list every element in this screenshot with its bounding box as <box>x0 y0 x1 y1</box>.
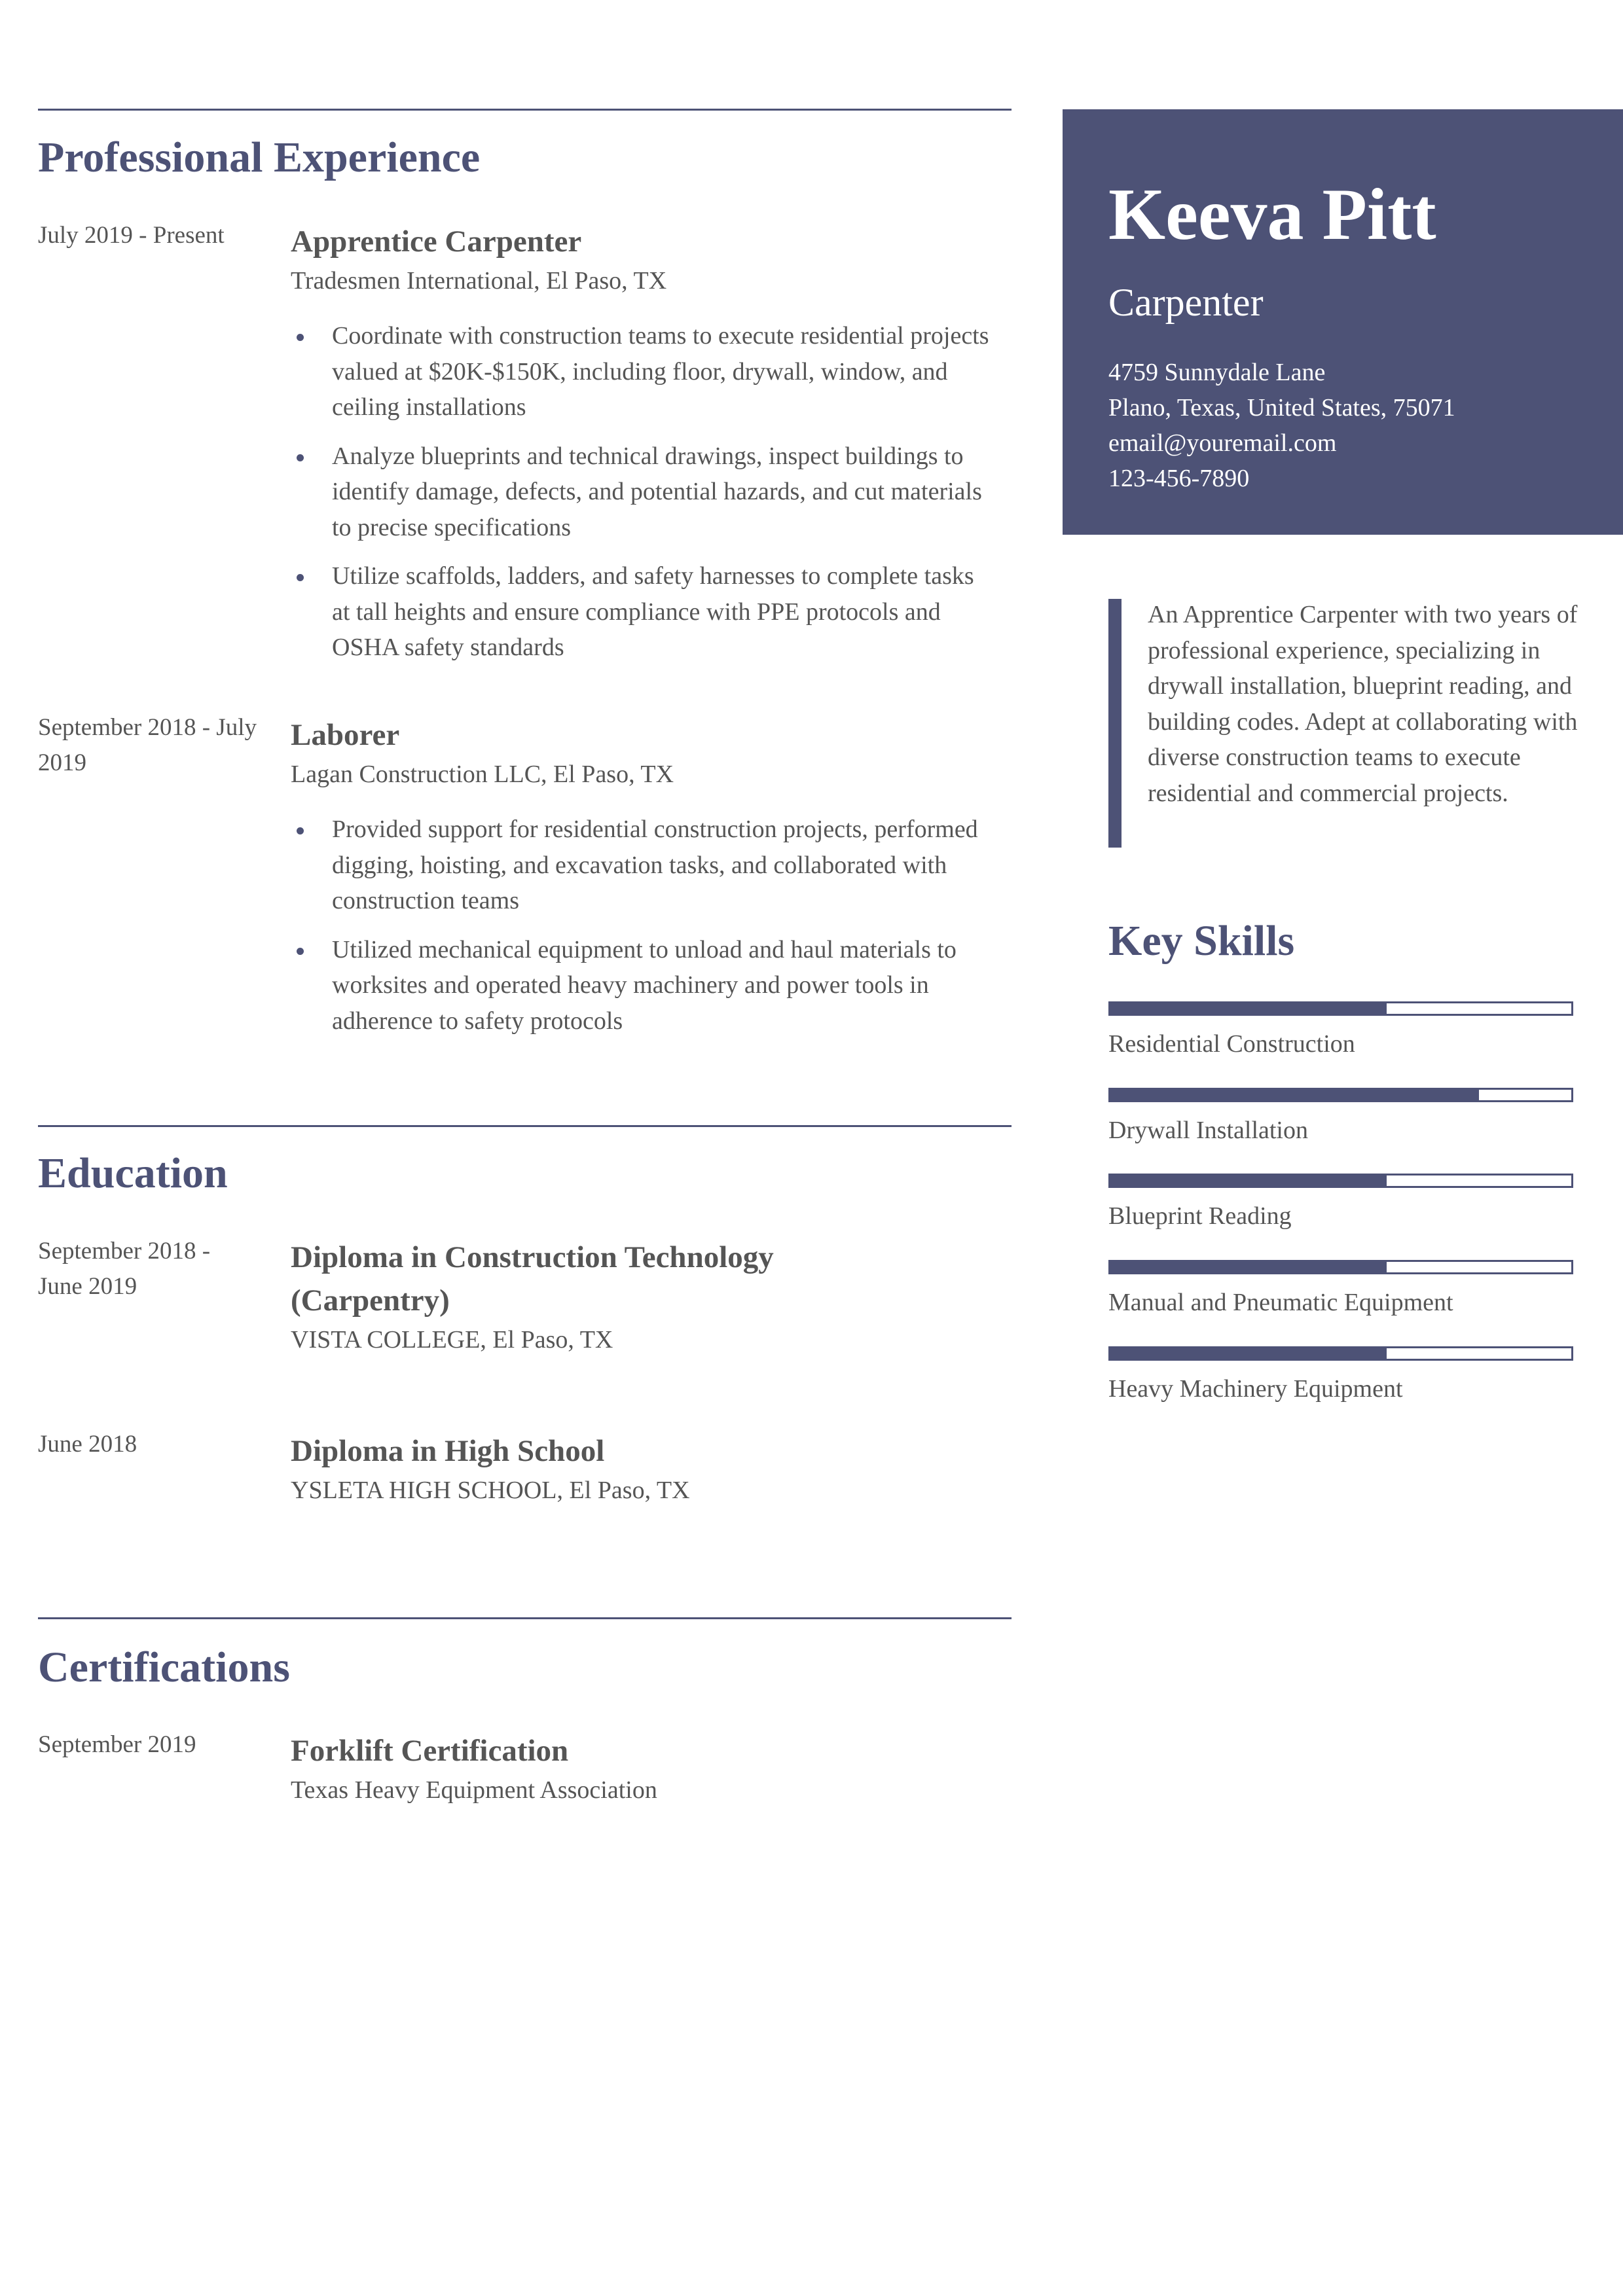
job-org: Tradesmen International, El Paso, TX <box>291 267 667 295</box>
certification-org: Texas Heavy Equipment Association <box>291 1776 657 1804</box>
list-item <box>291 812 993 919</box>
list-item <box>291 439 993 546</box>
skill-label: Residential Construction <box>1108 1030 1355 1058</box>
certification-title: Forklift Certification <box>291 1734 569 1768</box>
education-entry <box>291 1236 932 1357</box>
bullet-icon <box>297 574 304 581</box>
list-item <box>291 932 993 1039</box>
skill-level-bar <box>1108 1001 1573 1016</box>
education-date: June 2018 <box>38 1431 137 1458</box>
contact-info <box>1108 355 1455 496</box>
job-date: July 2019 - Present <box>38 222 225 249</box>
skill-level-fill <box>1110 1090 1479 1100</box>
bullet-text: Utilized mechanical equipment to unload and haul materials to worksites and operated heavy machinery and power tools in adherence to safety protocols <box>332 935 957 1035</box>
job-org: Lagan Construction LLC, El Paso, TX <box>291 761 674 788</box>
skill-level-fill <box>1110 1348 1387 1359</box>
skill-level-fill <box>1110 1262 1387 1272</box>
skill-item <box>1108 1346 1573 1407</box>
bullet-text: Provided support for residential construction projects, performed digging, hoisting, and excavation tasks, and collaborated with construction teams <box>332 816 978 914</box>
job-date: September 2018 - July 2019 <box>38 714 257 776</box>
list-item <box>291 318 993 425</box>
skill-item <box>1108 1174 1573 1234</box>
section-divider <box>38 109 1012 111</box>
skill-level-fill <box>1110 1003 1387 1014</box>
skill-level-fill <box>1110 1175 1387 1186</box>
bullet-icon <box>297 827 304 834</box>
education-org: VISTA COLLEGE, El Paso, TX <box>291 1326 613 1354</box>
city-line: Plano, Texas, United States, 75071 <box>1108 394 1455 422</box>
skill-item <box>1108 1088 1573 1148</box>
bullet-text: Coordinate with construction teams to execute residential projects valued at $20K-$150K, including floor, drywall, window, and ceiling installations <box>332 322 989 421</box>
candidate-name: Keeva Pitt <box>1108 174 1436 255</box>
job-title: Apprentice Carpenter <box>291 224 582 259</box>
candidate-title: Carpenter <box>1108 281 1264 324</box>
job-bullets <box>291 318 1011 666</box>
certification-date: September 2019 <box>38 1731 196 1758</box>
job-entry <box>291 220 1011 679</box>
section-divider <box>38 1125 1012 1127</box>
skill-level-bar <box>1108 1088 1573 1102</box>
section-divider <box>38 1617 1012 1619</box>
education-entry <box>291 1429 1011 1508</box>
skill-level-bar <box>1108 1174 1573 1188</box>
education-title: Diploma in Construction Technology (Carpentry) <box>291 1240 774 1318</box>
bullet-icon <box>297 334 304 341</box>
bullet-icon <box>297 454 304 461</box>
section-heading-skills: Key Skills <box>1108 917 1295 965</box>
skill-level-bar <box>1108 1260 1573 1274</box>
section-heading-education: Education <box>38 1149 228 1197</box>
bullet-text: Analyze blueprints and technical drawings, inspect buildings to identify damage, defects, and potential hazards, and cut materials to precise specifications <box>332 442 982 541</box>
bullet-text: Utilize scaffolds, ladders, and safety harnesses to complete tasks at tall heights and ensure compliance with PPE protocols and OSHA safety standards <box>332 562 974 661</box>
summary-text: An Apprentice Carpenter with two years of professional experience, specializing in drywall installation, blueprint reading, and building codes. Adept at collaborating with diverse construction teams to execute residential and commercial projects. <box>1148 601 1578 807</box>
skill-label: Heavy Machinery Equipment <box>1108 1374 1403 1403</box>
skill-label: Blueprint Reading <box>1108 1202 1292 1230</box>
job-bullets <box>291 812 1011 1039</box>
header-panel <box>1063 109 1623 535</box>
education-title: Diploma in High School <box>291 1434 605 1468</box>
bullet-icon <box>297 948 304 955</box>
skill-label: Manual and Pneumatic Equipment <box>1108 1289 1453 1317</box>
summary-accent-bar <box>1108 599 1122 848</box>
address-line: 4759 Sunnydale Lane <box>1108 359 1326 386</box>
education-org: YSLETA HIGH SCHOOL, El Paso, TX <box>291 1477 690 1504</box>
skill-label: Drywall Installation <box>1108 1116 1308 1144</box>
phone: 123-456-7890 <box>1108 465 1250 492</box>
list-item <box>291 558 993 666</box>
section-heading-experience: Professional Experience <box>38 134 481 181</box>
section-heading-certifications: Certifications <box>38 1643 290 1691</box>
job-title: Laborer <box>291 718 400 752</box>
skill-item <box>1108 1001 1573 1062</box>
job-entry <box>291 713 1011 1052</box>
email[interactable]: email@youremail.com <box>1108 429 1337 457</box>
education-date: September 2018 - June 2019 <box>38 1238 211 1300</box>
skill-item <box>1108 1260 1573 1320</box>
skill-level-bar <box>1108 1346 1573 1361</box>
certification-entry <box>291 1729 1011 1808</box>
